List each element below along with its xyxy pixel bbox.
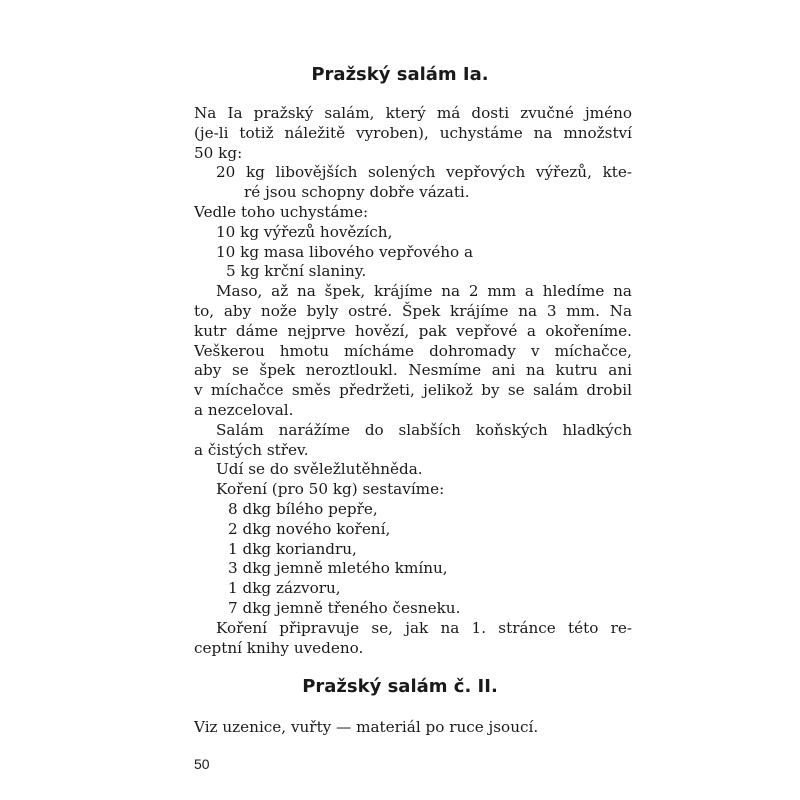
text-line: Vedle toho uchystáme: (194, 202, 369, 221)
text-line: v míchačce směs předržeti, jelikož by se salám drobil (194, 381, 632, 400)
recipe-title-prazsky-salam-ii: Pražský salám č. II. (302, 676, 498, 697)
spice-line: 1 dkg zázvoru, (228, 579, 341, 598)
spice-line: 2 dkg nového koření, (228, 519, 391, 538)
text-line: ceptní knihy uvedeno. (194, 638, 364, 657)
ingredient-line: 10 kg masa libového vepřového a (216, 242, 474, 261)
text-line: Koření (pro 50 kg) sestavíme: (216, 480, 445, 499)
ingredient-line: 5 kg krční slaniny. (226, 262, 367, 281)
text-line: kutr dáme nejprve hovězí, pak vepřové a okořeníme. (194, 321, 632, 340)
recipe-body (194, 104, 632, 658)
text-line: Veškerou hmotu mícháme dohromady v míchačce, (194, 341, 632, 360)
text-line: to, aby nože byly ostré. Špek krájíme na 3 mm. Na (194, 301, 632, 320)
spice-line: 3 dkg jemně mletého kmínu, (228, 559, 448, 578)
spice-line: 1 dkg koriandru, (228, 539, 357, 558)
text-line: Koření připravuje se, jak na 1. stránce této re- (216, 618, 632, 637)
text-line: aby se špek neroztloukl. Nesmíme ani na kutru ani (194, 361, 632, 380)
spice-line: 7 dkg jemně třeného česneku. (228, 598, 461, 617)
text-line: Na Ia pražský salám, který má dosti zvučné jméno (194, 104, 632, 122)
ingredient-line: 20 kg libovějších solených vepřových výřezů, kte- (216, 163, 632, 182)
text-line: (je-li totiž náležitě vyroben), uchystáme na množství (194, 123, 632, 142)
recipe-ii-text: Viz uzenice, vuřty — materiál po ruce jsoucí. (194, 718, 539, 736)
recipe-title-prazsky-salam-ia: Pražský salám Ia. (311, 64, 489, 85)
text-line: 50 kg: (194, 143, 243, 162)
text-line: a čistých střev. (194, 440, 309, 459)
ingredient-line: 10 kg výřezů hovězích, (216, 222, 393, 241)
text-line: Maso, až na špek, krájíme na 2 mm a hledíme na (216, 282, 632, 301)
spice-line: 8 dkg bílého pepře, (228, 499, 378, 518)
text-line: a nezceloval. (194, 400, 294, 419)
text-line: Udí se do svěležlutěhněda. (216, 460, 423, 479)
text-line: Salám narážíme do slabších koňských hladkých (216, 420, 632, 439)
ingredient-line: ré jsou schopny dobře vázati. (244, 183, 470, 202)
page-number: 50 (194, 756, 210, 772)
